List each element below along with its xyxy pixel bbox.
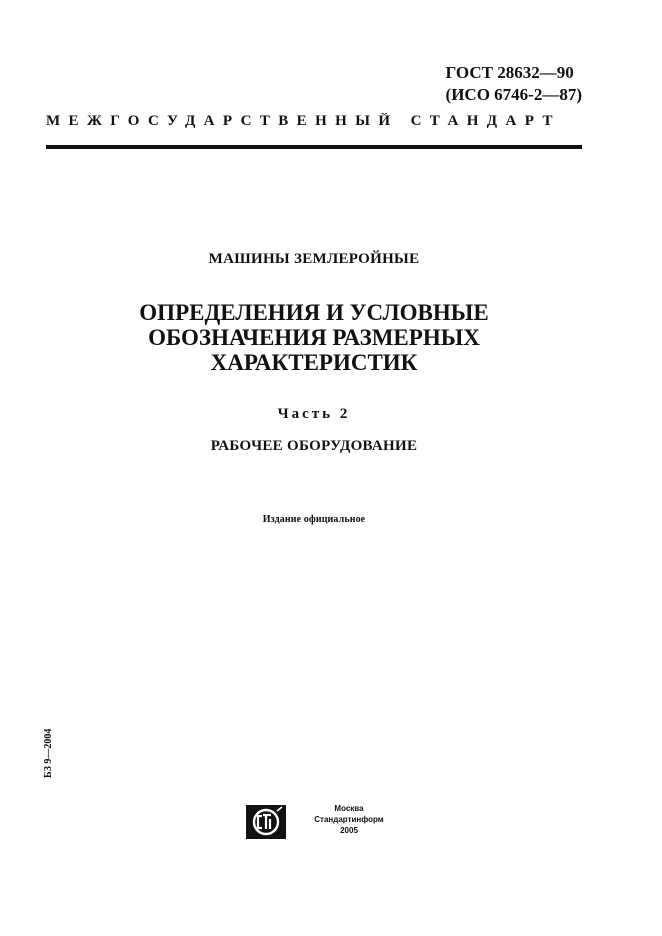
gost-number: ГОСТ 28632—90 bbox=[445, 63, 574, 82]
side-mark: БЗ 9—2004 bbox=[43, 728, 54, 778]
main-title-line-1: ОПРЕДЕЛЕНИЯ И УСЛОВНЫЕ bbox=[139, 300, 489, 325]
main-title bbox=[46, 300, 582, 375]
publisher-city: Москва bbox=[334, 804, 364, 813]
iso-number: (ИСО 6746-2—87) bbox=[445, 85, 582, 104]
standartinform-logo-icon bbox=[246, 805, 286, 839]
standard-type: МЕЖГОСУДАРСТВЕННЫЙ СТАНДАРТ bbox=[46, 113, 561, 129]
part-label: Часть 2 bbox=[277, 406, 351, 422]
edition-label: Издание официальное bbox=[262, 514, 366, 525]
publisher-year: 2005 bbox=[340, 826, 358, 835]
subtitle: РАБОЧЕЕ ОБОРУДОВАНИЕ bbox=[210, 438, 418, 454]
main-title-line-3: ХАРАКТЕРИСТИК bbox=[210, 350, 418, 375]
publisher-block bbox=[246, 803, 406, 843]
publisher-text bbox=[294, 803, 404, 836]
main-title-line-2: ОБОЗНАЧЕНИЯ РАЗМЕРНЫХ bbox=[148, 325, 480, 350]
header-rule bbox=[46, 145, 582, 149]
document-number bbox=[446, 62, 582, 106]
publisher-name: Стандартинформ bbox=[314, 815, 384, 824]
group-title: МАШИНЫ ЗЕМЛЕРОЙНЫЕ bbox=[208, 251, 420, 267]
